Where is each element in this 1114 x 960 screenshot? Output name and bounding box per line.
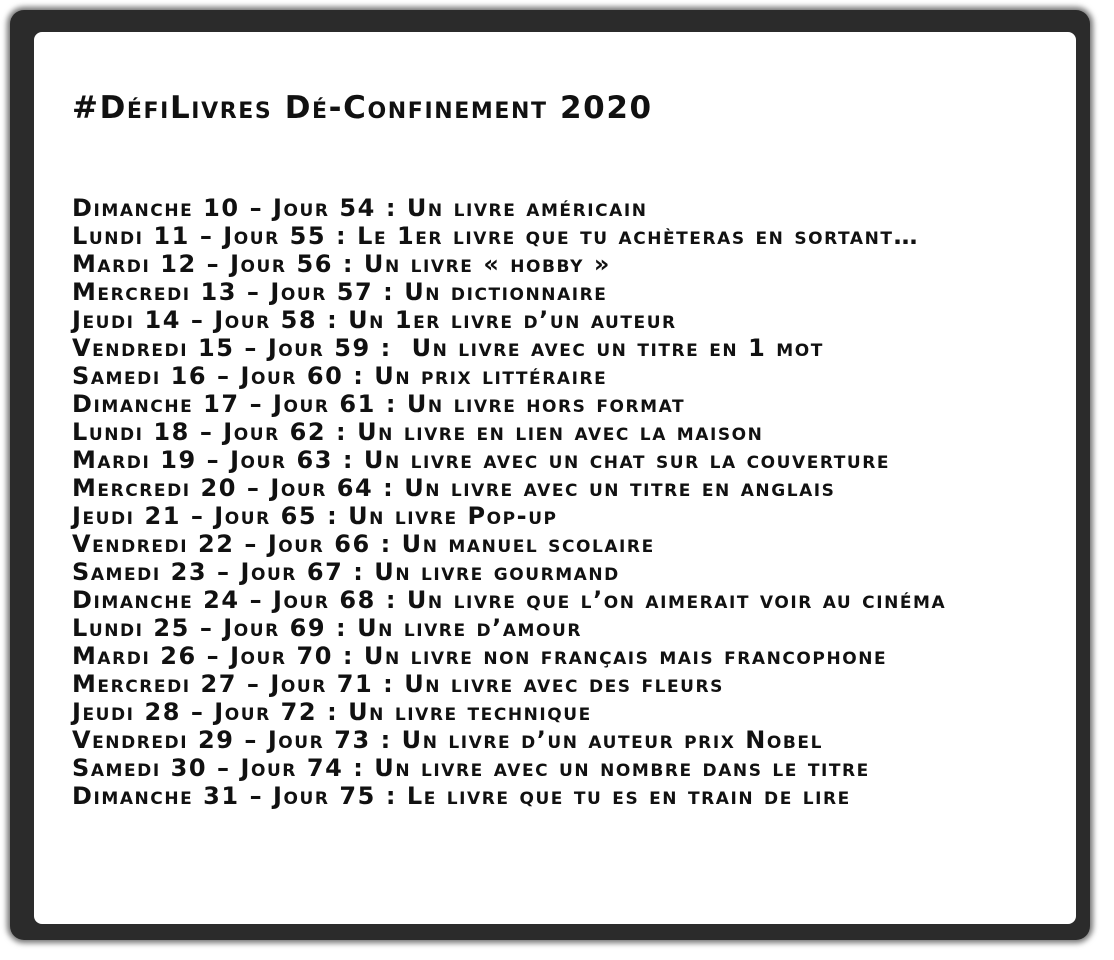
paper-sheet [34,32,1076,924]
list-item: Mercredi 13 – Jour 57 : Un dictionnaire [72,278,608,306]
list-item: Mardi 12 – Jour 56 : Un livre « hobby » [72,250,611,278]
list-item: Jeudi 28 – Jour 72 : Un livre technique [72,698,592,726]
daily-challenge-list [72,194,946,810]
list-item: Samedi 23 – Jour 67 : Un livre gourmand [72,558,620,586]
list-item: Mercredi 27 – Jour 71 : Un livre avec des fleurs [72,670,724,698]
list-item: Dimanche 24 – Jour 68 : Un livre que l’on aimerait voir au cinéma [72,586,947,614]
list-item: Vendredi 22 – Jour 66 : Un manuel scolaire [72,530,655,558]
list-item: Dimanche 17 – Jour 61 : Un livre hors format [72,390,686,418]
list-item: Lundi 25 – Jour 69 : Un livre d’amour [72,614,583,642]
photo-frame [10,10,1090,940]
list-item: Samedi 30 – Jour 74 : Un livre avec un nombre dans le titre [72,754,870,782]
list-item: Dimanche 31 – Jour 75 : Le livre que tu es en train de lire [72,782,851,810]
list-item: Vendredi 29 – Jour 73 : Un livre d’un auteur prix Nobel [72,726,823,754]
list-item: Jeudi 21 – Jour 65 : Un livre Pop-up [72,502,558,530]
list-item: Samedi 16 – Jour 60 : Un prix littéraire [72,362,608,390]
list-item: Lundi 18 – Jour 62 : Un livre en lien avec la maison [72,418,764,446]
list-item: Lundi 11 – Jour 55 : Le 1er livre que tu achèteras en sortant… [72,222,920,250]
list-item: Mercredi 20 – Jour 64 : Un livre avec un titre en anglais [72,474,836,502]
list-item: Dimanche 10 – Jour 54 : Un livre américain [72,194,648,222]
challenge-title: #DéfiLivres Dé-Confinement 2020 [72,90,653,126]
list-item: Vendredi 15 – Jour 59 : Un livre avec un titre en 1 mot [72,334,824,362]
list-item: Jeudi 14 – Jour 58 : Un 1er livre d’un auteur [72,306,677,334]
list-item: Mardi 26 – Jour 70 : Un livre non français mais francophone [72,642,888,670]
list-item: Mardi 19 – Jour 63 : Un livre avec un chat sur la couverture [72,446,891,474]
